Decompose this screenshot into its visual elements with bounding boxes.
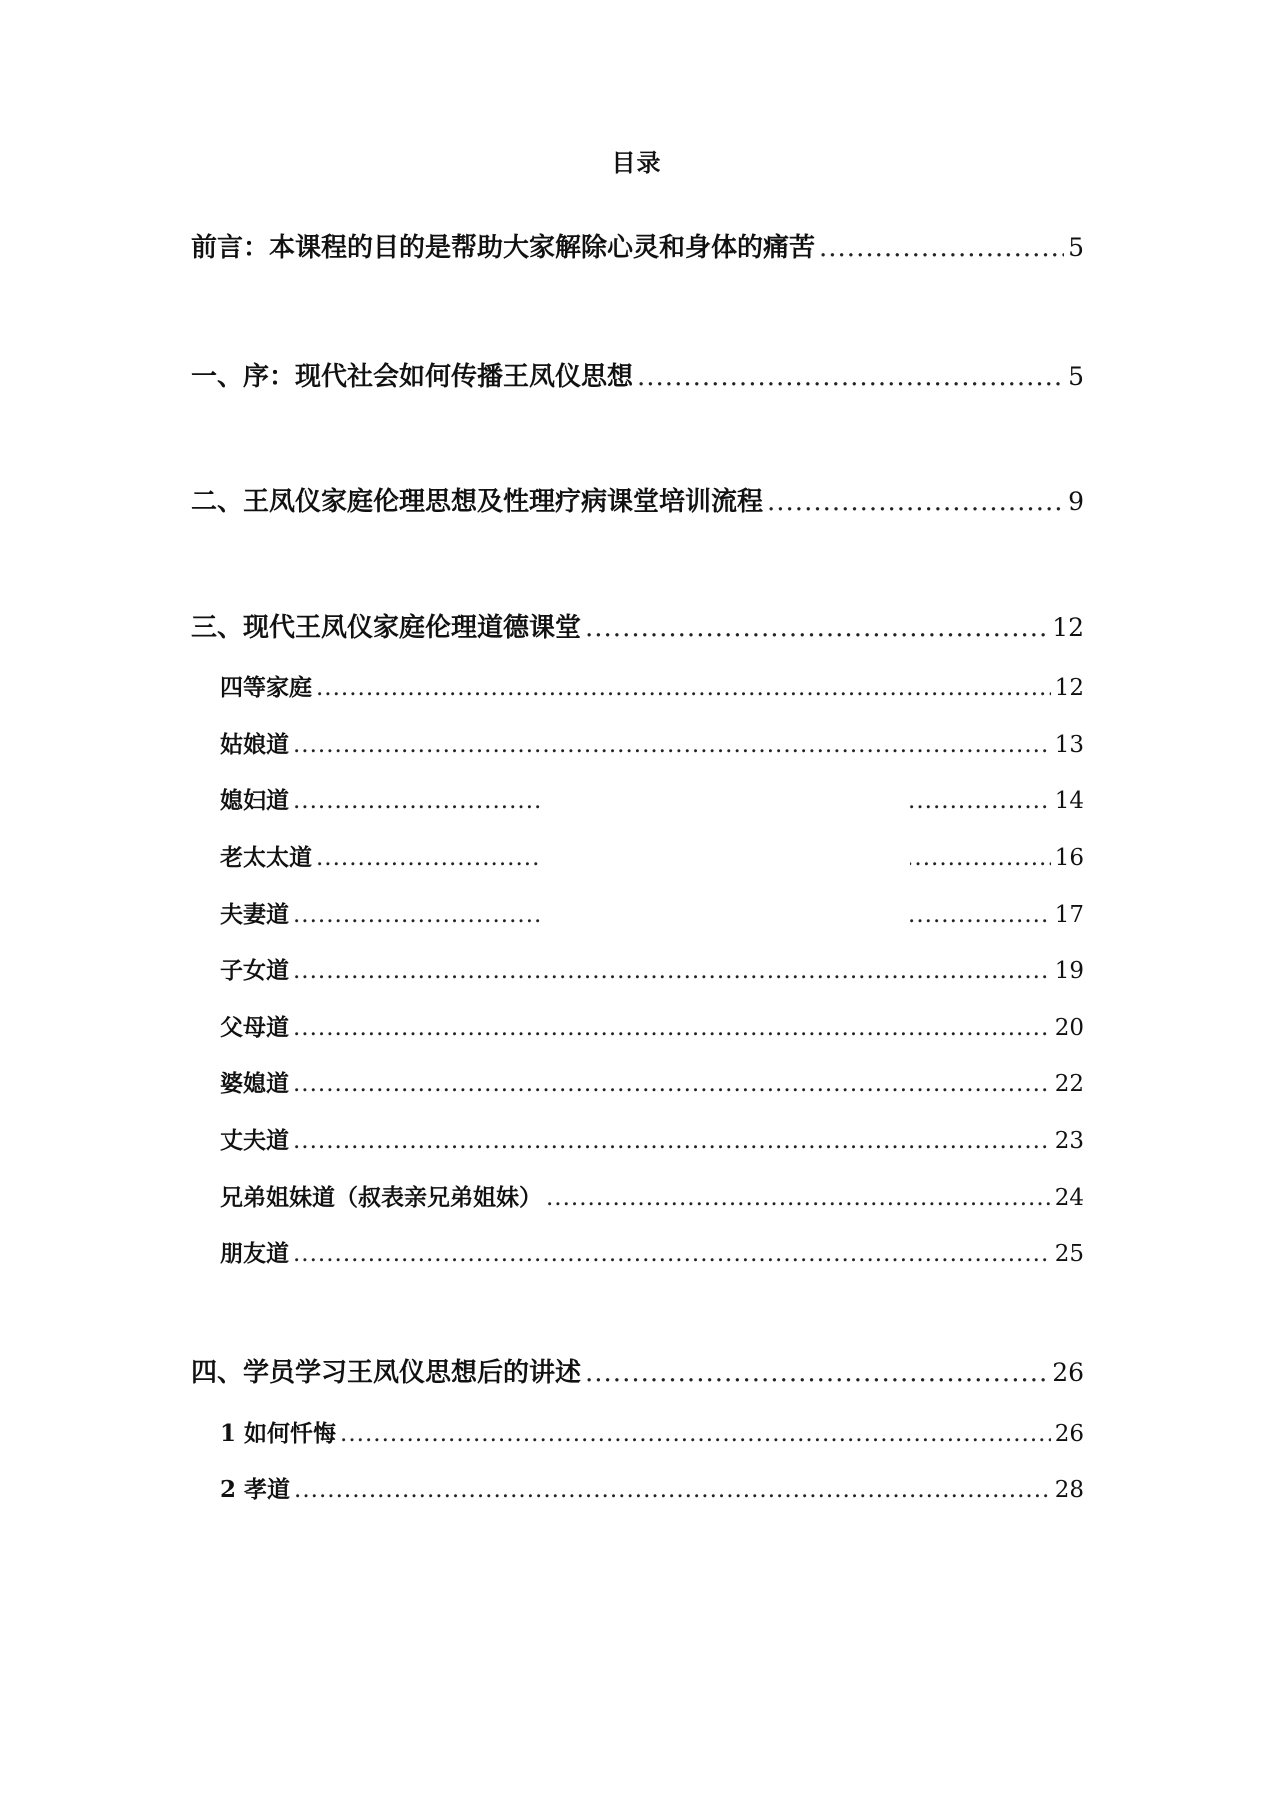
toc-dot-leader [293, 1236, 1051, 1272]
toc-entry-label: 姑娘道 [220, 731, 289, 758]
toc-entry-chapter-2[interactable] [191, 482, 1084, 522]
toc-entry-preface[interactable] [191, 228, 1084, 268]
toc-entry-page: 5 [1068, 233, 1084, 262]
toc-subentry[interactable] [220, 727, 1084, 763]
toc-entry-page: 17 [1054, 902, 1084, 928]
toc-dot-leader [585, 1353, 1048, 1393]
toc-entry-label: 丈夫道 [220, 1127, 289, 1154]
toc-entry-page: 12 [1054, 675, 1084, 701]
toc-entry-page: 23 [1054, 1128, 1084, 1154]
toc-subentry[interactable] [220, 1472, 1084, 1508]
toc-entry-page: 16 [1054, 845, 1084, 871]
toc-entry-label: 夫妻道 [220, 901, 289, 928]
toc-subentry[interactable] [220, 953, 1084, 989]
toc-dot-leader [293, 1066, 1051, 1102]
toc-dot-leader [585, 608, 1048, 648]
toc-entry-label: 2 孝道 [220, 1476, 291, 1503]
toc-entry-label: 媳妇道 [220, 787, 289, 814]
toc-dot-leader [294, 1472, 1051, 1508]
toc-entry-page: 24 [1054, 1185, 1084, 1211]
toc-entry-label: 四、学员学习王凤仪思想后的讲述 [191, 1358, 582, 1388]
toc-entry-page: 12 [1052, 613, 1084, 642]
toc-entry-page: 22 [1054, 1071, 1084, 1097]
toc-subentry[interactable] [220, 1066, 1084, 1102]
toc-entry-page: 20 [1054, 1015, 1084, 1041]
toc-dot-leader [293, 1123, 1051, 1159]
toc-entry-label: 前言：本课程的目的是帮助大家解除心灵和身体的痛苦 [191, 233, 816, 263]
toc-dot-leader [316, 670, 1051, 706]
toc-subentry[interactable] [220, 1180, 1084, 1216]
toc-title: 目录 [611, 148, 662, 177]
toc-dot-leader [293, 727, 1051, 763]
toc-entry-label: 婆媳道 [220, 1070, 289, 1097]
toc-entry-page: 28 [1054, 1477, 1084, 1503]
toc-subentry[interactable] [220, 1416, 1084, 1452]
toc-entry-page: 5 [1068, 362, 1084, 391]
scan-blank-area [540, 898, 910, 933]
toc-entry-page: 13 [1054, 732, 1084, 758]
toc-entry-chapter-4[interactable] [191, 1353, 1084, 1393]
toc-dot-leader [819, 228, 1064, 268]
toc-entry-label: 四等家庭 [220, 674, 312, 701]
toc-entry-label: 三、现代王凤仪家庭伦理道德课堂 [191, 613, 582, 643]
toc-entry-chapter-1[interactable] [191, 357, 1084, 397]
toc-entry-page: 19 [1054, 958, 1084, 984]
toc-dot-leader [767, 482, 1064, 522]
toc-entry-label: 朋友道 [220, 1240, 289, 1267]
toc-entry-label: 兄弟姐妹道（叔表亲兄弟姐妹） [220, 1184, 542, 1211]
toc-entry-page: 26 [1054, 1421, 1084, 1447]
toc-subentry[interactable] [220, 1010, 1084, 1046]
toc-subentry[interactable] [220, 1123, 1084, 1159]
toc-entry-label: 1 如何忏悔 [220, 1420, 337, 1447]
toc-entry-label: 二、王凤仪家庭伦理思想及性理疗病课堂培训流程 [191, 487, 764, 517]
scan-blank-area [540, 841, 910, 876]
toc-subentry[interactable] [220, 670, 1084, 706]
toc-dot-leader [340, 1416, 1051, 1452]
toc-dot-leader [293, 1010, 1051, 1046]
toc-dot-leader [293, 953, 1051, 989]
scan-blank-area [540, 784, 910, 819]
toc-entry-page: 26 [1052, 1358, 1084, 1387]
toc-entry-page: 25 [1054, 1241, 1084, 1267]
toc-dot-leader [637, 357, 1064, 397]
toc-entry-page: 14 [1054, 788, 1084, 814]
toc-entry-chapter-3[interactable] [191, 608, 1084, 648]
toc-entry-label: 老太太道 [220, 844, 312, 871]
toc-subentry[interactable] [220, 1236, 1084, 1272]
toc-entry-label: 一、序：现代社会如何传播王凤仪思想 [191, 362, 634, 392]
toc-entry-page: 9 [1068, 487, 1084, 516]
toc-entry-label: 父母道 [220, 1014, 289, 1041]
toc-entry-label: 子女道 [220, 957, 289, 984]
toc-dot-leader [546, 1180, 1051, 1216]
